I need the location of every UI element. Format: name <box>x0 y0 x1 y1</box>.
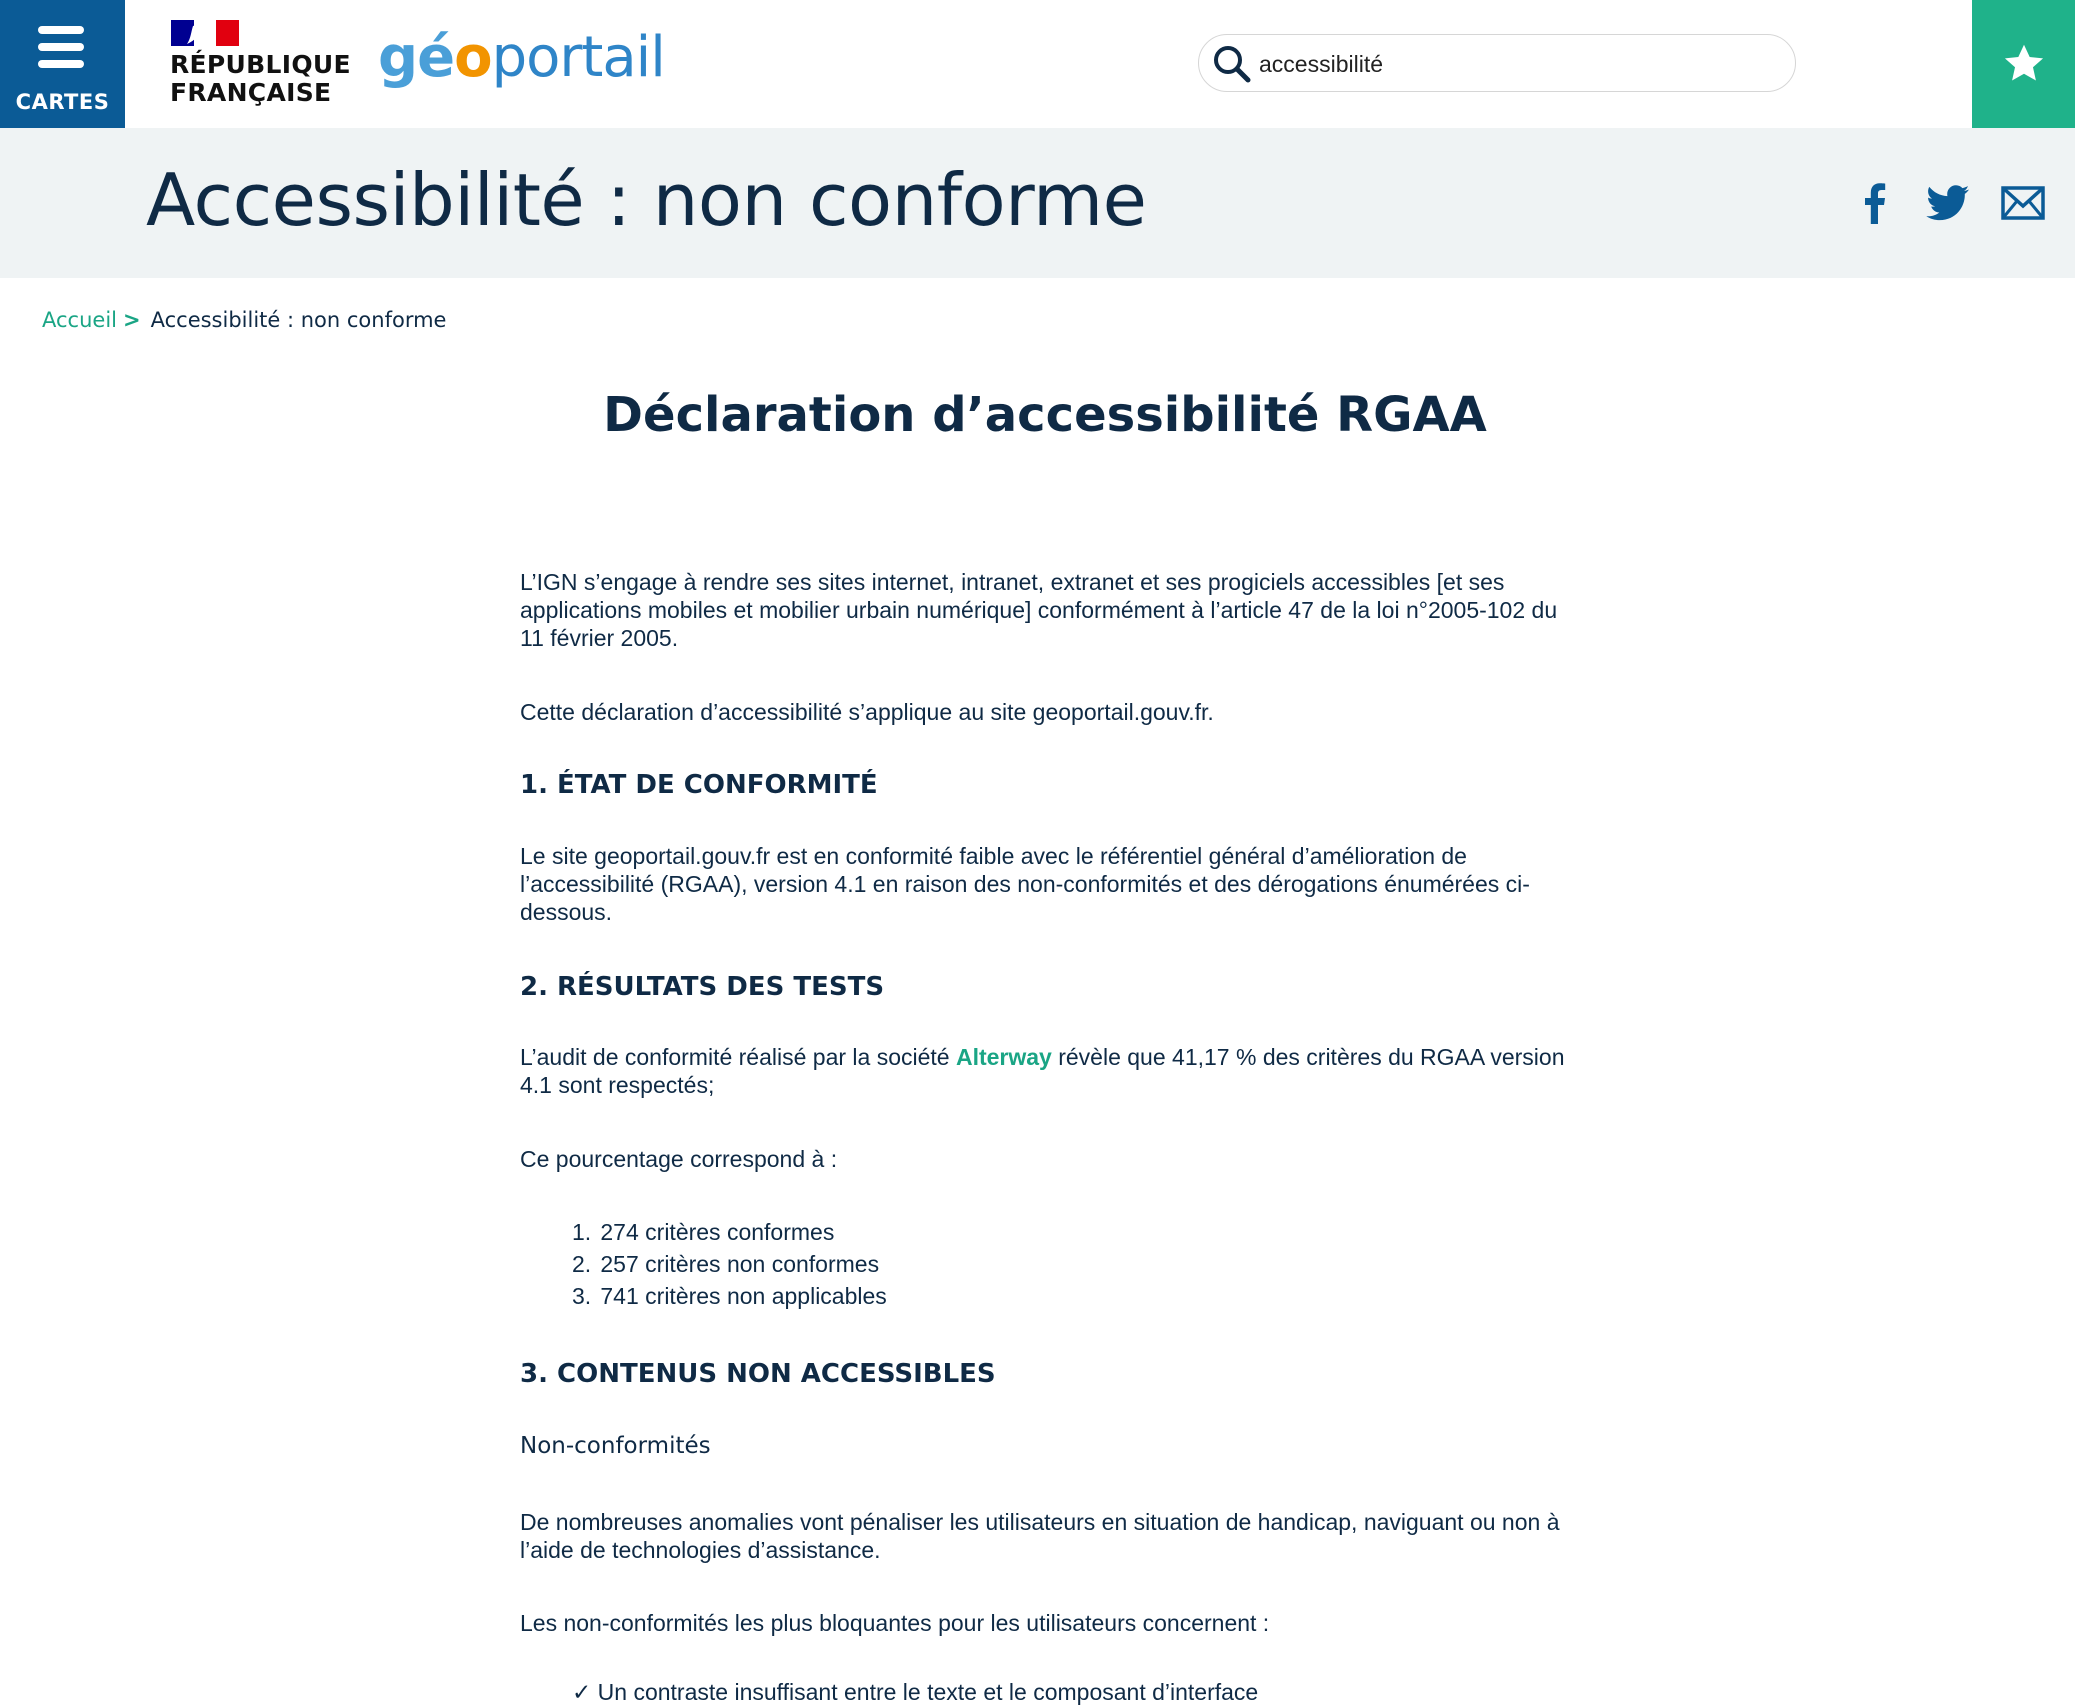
alterway-link[interactable]: Alterway <box>955 1044 1052 1070</box>
declaration-title: Déclaration d’accessibilité RGAA <box>603 387 1487 443</box>
list-item: 3. 741 critères non applicables <box>572 1283 887 1309</box>
republique-francaise-logo[interactable] <box>170 18 351 110</box>
republique-line1: RÉPUBLIQUE <box>170 50 351 79</box>
marianne-flag-icon <box>171 20 239 46</box>
audit-text-after: révèle que 41,17 % des critères du RGAA version 4.1 sont respectés; <box>520 1044 1565 1098</box>
star-icon <box>2002 42 2046 86</box>
breadcrumb <box>42 305 446 335</box>
geoportail-logo[interactable] <box>378 18 665 98</box>
percentage-intro: Ce pourcentage correspond à : <box>520 1146 838 1172</box>
logo-part-ge: gé <box>378 25 455 90</box>
twitter-icon[interactable] <box>1923 178 1973 228</box>
facebook-icon[interactable] <box>1850 178 1900 228</box>
search-icon[interactable] <box>1211 43 1253 85</box>
non-conformities-subheading: Non-conformités <box>520 1433 711 1459</box>
breadcrumb-home-link[interactable]: Accueil <box>42 308 117 332</box>
list-item: 1. 274 critères conformes <box>572 1219 835 1245</box>
mail-icon[interactable] <box>1998 178 2048 228</box>
title-band <box>0 128 2075 278</box>
section-heading-non-accessible: 3. CONTENUS NON ACCESSIBLES <box>520 1359 996 1389</box>
search-box[interactable] <box>1198 34 1796 92</box>
blocking-paragraph: Les non-conformités les plus bloquantes pour les utilisateurs concernent : <box>520 1610 1270 1636</box>
menu-button[interactable] <box>0 0 125 128</box>
hamburger-icon <box>38 26 84 77</box>
logo-part-portail: portail <box>491 25 665 90</box>
intro-paragraph: L’IGN s’engage à rendre ses sites internet, intranet, extranet et ses progiciels accessibles [et ses applications mobiles et mobilier urbain numérique] conformément à l’article 47 de la loi n°2005-102 du 11 février 2005. <box>520 569 1558 651</box>
breadcrumb-separator: > <box>123 308 141 332</box>
results-list <box>572 1216 887 1312</box>
audit-text-before: L’audit de conformité réalisé par la société <box>520 1044 956 1070</box>
section-heading-conformity: 1. ÉTAT DE CONFORMITÉ <box>520 770 878 800</box>
republique-line2: FRANÇAISE <box>170 78 332 107</box>
search-input[interactable] <box>1259 47 1779 81</box>
top-header <box>0 0 2075 128</box>
logo-part-o: o <box>454 25 492 90</box>
list-item: ✓ Un contraste insuffisant entre le texte et le composant d’interface <box>572 1679 1259 1705</box>
menu-label: CARTES <box>15 90 110 114</box>
anomalies-paragraph: De nombreuses anomalies vont pénaliser les utilisateurs en situation de handicap, naviguant ou non à l’aide de technologies d’assistance. <box>520 1509 1560 1563</box>
breadcrumb-current: Accessibilité : non conforme <box>150 308 447 332</box>
audit-paragraph <box>520 1043 1580 1099</box>
scope-paragraph: Cette déclaration d’accessibilité s’applique au site geoportail.gouv.fr. <box>520 699 1214 725</box>
section-heading-results: 2. RÉSULTATS DES TESTS <box>520 972 885 1002</box>
favorites-button[interactable] <box>1972 0 2075 128</box>
list-item: 2. 257 critères non conformes <box>572 1251 880 1277</box>
conformity-paragraph: Le site geoportail.gouv.fr est en conformité faible avec le référentiel général d’amélioration de l’accessibilité (RGAA), version 4.1 en raison des non-conformités et des dérogations énumérées ci-dessous. <box>520 843 1530 925</box>
page-title: Accessibilité : non conforme <box>146 158 1147 242</box>
